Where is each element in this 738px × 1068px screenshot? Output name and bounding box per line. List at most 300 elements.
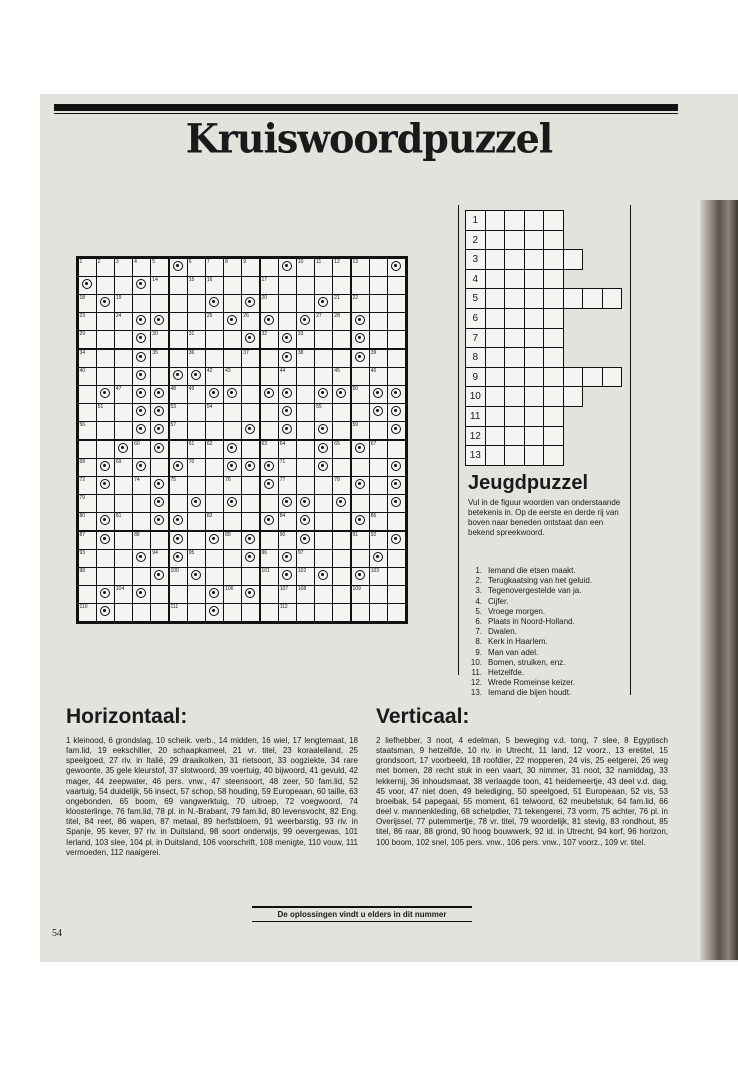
target-block-icon xyxy=(136,461,146,471)
grid-cell xyxy=(188,350,205,367)
cell-number: 59 xyxy=(352,422,359,429)
cell-number: 6 xyxy=(188,258,192,265)
youth-clue xyxy=(468,668,633,678)
grid-cell xyxy=(79,513,96,530)
target-block-icon xyxy=(209,297,219,307)
youth-grid-cell xyxy=(504,308,525,329)
grid-cell xyxy=(224,568,241,585)
grid-cell xyxy=(297,568,314,585)
target-block-icon xyxy=(245,534,255,544)
target-block-icon xyxy=(282,388,292,398)
grid-cell xyxy=(170,259,187,276)
grid-cell xyxy=(224,513,241,530)
cell-number: 32 xyxy=(261,331,268,338)
grid-cell xyxy=(206,404,223,421)
cell-number: 64 xyxy=(279,440,286,447)
grid-cell xyxy=(352,368,369,385)
grid-cell xyxy=(333,495,350,512)
grid-cell xyxy=(279,586,296,603)
footer-rule-top xyxy=(252,906,472,908)
grid-cell xyxy=(242,459,259,476)
grid-cell xyxy=(224,277,241,294)
page-number: 54 xyxy=(52,928,62,939)
cell-number: 8 xyxy=(225,258,228,265)
cell-number: 103 xyxy=(370,567,380,574)
target-block-icon xyxy=(136,588,146,598)
grid-cell xyxy=(115,313,132,330)
grid-cell xyxy=(133,441,150,458)
grid-cell xyxy=(170,313,187,330)
target-block-icon xyxy=(355,352,365,362)
grid-cell xyxy=(133,459,150,476)
grid-cell xyxy=(279,404,296,421)
cell-number: 14 xyxy=(152,276,158,283)
grid-cell xyxy=(333,422,350,439)
grid-cell xyxy=(297,386,314,403)
grid-cell xyxy=(333,604,350,621)
grid-cell xyxy=(97,277,114,294)
cell-number: 98 xyxy=(79,567,86,574)
youth-grid-cell xyxy=(524,426,545,447)
cell-number: 107 xyxy=(279,586,289,593)
cell-number: 92 xyxy=(370,531,377,538)
grid-cell xyxy=(352,295,369,312)
youth-grid-cell xyxy=(543,288,564,309)
youth-grid-cell xyxy=(504,445,525,466)
cell-number: 77 xyxy=(279,476,286,483)
grid-cell xyxy=(261,277,278,294)
grid-cell xyxy=(315,313,332,330)
grid-cell xyxy=(261,259,278,276)
grid-cell xyxy=(170,513,187,530)
grid-cell xyxy=(79,331,96,348)
youth-clue-text: Hetzelfde. xyxy=(488,668,525,678)
grid-cell xyxy=(115,550,132,567)
youth-grid-cell xyxy=(543,269,564,290)
grid-cell xyxy=(151,368,168,385)
grid-cell xyxy=(315,586,332,603)
target-block-icon xyxy=(355,515,365,525)
grid-cell xyxy=(297,331,314,348)
grid-cell xyxy=(279,259,296,276)
grid-cell xyxy=(279,295,296,312)
cell-number: 35 xyxy=(152,349,158,356)
cell-number: 11 xyxy=(316,258,322,265)
youth-puzzle-clues xyxy=(468,566,633,699)
youth-grid-cell xyxy=(485,210,506,231)
grid-cell xyxy=(188,386,205,403)
grid-cell xyxy=(188,441,205,458)
youth-clue xyxy=(468,637,633,647)
grid-cell xyxy=(170,331,187,348)
grid-cell xyxy=(333,477,350,494)
youth-grid-cell xyxy=(543,328,564,349)
grid-cell xyxy=(315,331,332,348)
grid-cell xyxy=(188,313,205,330)
cell-number: 89 xyxy=(225,531,231,538)
grid-cell xyxy=(315,441,332,458)
youth-grid-cell xyxy=(543,386,564,407)
grid-cell xyxy=(79,550,96,567)
grid-cell xyxy=(206,604,223,621)
target-block-icon xyxy=(355,443,365,453)
target-block-icon xyxy=(300,315,310,325)
grid-cell xyxy=(388,350,405,367)
grid-cell xyxy=(133,422,150,439)
grid-cell xyxy=(115,350,132,367)
grid-cell xyxy=(133,368,150,385)
youth-clue xyxy=(468,597,633,607)
cell-number: 23 xyxy=(79,313,86,320)
grid-cell xyxy=(224,422,241,439)
target-block-icon xyxy=(336,497,346,507)
grid-cell xyxy=(333,513,350,530)
top-rule-thick xyxy=(54,104,678,111)
grid-cell xyxy=(279,513,296,530)
target-block-icon xyxy=(191,497,201,507)
grid-cell xyxy=(242,604,259,621)
youth-row-number: 2 xyxy=(465,230,486,251)
grid-cell xyxy=(151,331,168,348)
grid-cell xyxy=(206,313,223,330)
cell-number: 87 xyxy=(79,531,86,538)
cell-number: 100 xyxy=(170,567,179,574)
cell-number: 25 xyxy=(206,313,213,320)
target-block-icon xyxy=(82,279,92,289)
grid-cell xyxy=(97,495,114,512)
grid-cell xyxy=(224,350,241,367)
cell-number: 96 xyxy=(261,549,268,556)
grid-cell xyxy=(224,313,241,330)
grid-cell xyxy=(297,459,314,476)
cell-number: 10 xyxy=(297,258,304,265)
grid-cell xyxy=(206,495,223,512)
grid-cell xyxy=(115,259,132,276)
cell-number: 101 xyxy=(261,567,270,574)
cell-number: 26 xyxy=(243,313,249,320)
target-block-icon xyxy=(173,370,183,380)
grid-cell xyxy=(97,295,114,312)
grid-cell xyxy=(115,422,132,439)
youth-clue-number: 4. xyxy=(475,596,482,606)
column-divider xyxy=(458,205,459,675)
grid-cell xyxy=(133,331,150,348)
youth-grid-cell xyxy=(543,367,564,388)
grid-cell xyxy=(261,513,278,530)
grid-cell xyxy=(242,350,259,367)
youth-grid-cell xyxy=(524,445,545,466)
grid-cell xyxy=(315,513,332,530)
grid-cell xyxy=(261,495,278,512)
grid-cell xyxy=(333,331,350,348)
grid-cell xyxy=(188,532,205,549)
target-block-icon xyxy=(100,388,110,398)
cell-number: 86 xyxy=(370,513,377,520)
target-block-icon xyxy=(318,443,328,453)
youth-clue xyxy=(468,576,633,586)
cell-number: 95 xyxy=(188,549,195,556)
grid-cell xyxy=(242,422,259,439)
youth-grid-cell xyxy=(485,386,506,407)
grid-cell xyxy=(297,586,314,603)
youth-grid-cell xyxy=(504,406,525,427)
grid-cell xyxy=(352,313,369,330)
grid-cell xyxy=(297,277,314,294)
grid-cell xyxy=(151,277,168,294)
youth-clue xyxy=(468,607,633,617)
youth-grid-cell xyxy=(543,210,564,231)
cell-number: 65 xyxy=(334,440,340,447)
cell-number: 1 xyxy=(79,258,83,265)
target-block-icon xyxy=(355,333,365,343)
target-block-icon xyxy=(173,515,183,525)
youth-grid-cell xyxy=(524,328,545,349)
grid-cell xyxy=(370,513,387,530)
cell-number: 21 xyxy=(334,294,340,301)
cell-number: 19 xyxy=(115,294,122,301)
grid-cell xyxy=(151,459,168,476)
grid-cell xyxy=(224,495,241,512)
youth-row-number: 6 xyxy=(465,308,486,329)
grid-cell xyxy=(388,513,405,530)
target-block-icon xyxy=(282,424,292,434)
cell-number: 56 xyxy=(79,422,86,429)
target-block-icon xyxy=(282,406,292,416)
grid-cell xyxy=(97,441,114,458)
youth-puzzle-title: Jeugdpuzzel xyxy=(468,472,589,494)
grid-cell xyxy=(370,532,387,549)
grid-cell xyxy=(151,350,168,367)
target-block-icon xyxy=(227,443,237,453)
youth-clue-number: 13. xyxy=(470,688,482,698)
grid-cell xyxy=(79,295,96,312)
grid-cell xyxy=(170,550,187,567)
target-block-icon xyxy=(191,570,201,580)
cell-number: 29 xyxy=(79,331,86,338)
grid-cell xyxy=(279,459,296,476)
grid-cell xyxy=(97,586,114,603)
youth-grid-cell xyxy=(504,288,525,309)
cell-number: 88 xyxy=(134,531,140,538)
grid-cell xyxy=(151,295,168,312)
vertical-clues: 2 liefhebber, 3 noot, 4 edelman, 5 beweging v.d. tong, 7 slee, 8 Egyptisch staatsman, 9 hetzelfde, 10 riv. in Utrecht, 11 land, 12 voorz., 13 eretitel, 15 grondsoort, 17 voorbeeld, 18 roofdier, 22 mopperen, 24 vis, 25 eetgerei, 26 weg met bomen, 28 recht stuk in een vaart, 30 nimmer, 31 noot, 32 namiddag, 33 lekkernij, 36 inhoudsmaat, 38 verlaagde toon, 41 heidemeertje, 43 deel v.d. dag, 45 voor, 47 niet doen, 49 belediging, 50 speelgoed, 51 Europeaan, 52 vis, 53 broeibak, 54 papegaai, 55 moment, 61 telwoord, 62 meubelstuk, 64 fam.lid, 66 deel v. mannenkleding, 68 schelpdier, 71 tekengerei, 73 vorm, 75 achter, 76 pl. in Overijssel, 77 putemmertje, 78 vr. titel, 79 woordelijk, 81 stevig, 83 rondhout, 85 titel, 86 raar, 88 grond, 90 hoog bouwwerk, 92 id. in Utrecht, 94 korf, 96 horizon, 100 boom, 102 snel, 105 pers. vnw., 106 pers. vnw., 107 voorz., 109 vr. titel. xyxy=(376,736,668,847)
target-block-icon xyxy=(136,406,146,416)
target-block-icon xyxy=(282,261,292,271)
grid-cell xyxy=(115,604,132,621)
grid-cell xyxy=(261,568,278,585)
cell-number: 68 xyxy=(79,458,86,465)
youth-clue xyxy=(468,627,633,637)
grid-cell xyxy=(370,550,387,567)
target-block-icon xyxy=(373,552,383,562)
target-block-icon xyxy=(100,479,110,489)
cell-number: 81 xyxy=(115,513,122,520)
target-block-icon xyxy=(300,515,310,525)
youth-grid-cell xyxy=(485,406,506,427)
grid-cell xyxy=(188,604,205,621)
grid-cell xyxy=(170,532,187,549)
target-block-icon xyxy=(209,388,219,398)
youth-clue-text: Kerk in Haarlem. xyxy=(488,637,548,647)
target-block-icon xyxy=(245,424,255,434)
grid-cell xyxy=(151,477,168,494)
solutions-note: De oplossingen vindt u elders in dit nummer xyxy=(277,910,447,919)
grid-cell xyxy=(279,422,296,439)
grid-cell xyxy=(370,568,387,585)
target-block-icon xyxy=(264,461,274,471)
grid-cell xyxy=(352,404,369,421)
grid-cell xyxy=(261,477,278,494)
cell-number: 7 xyxy=(206,258,210,265)
cell-number: 40 xyxy=(79,367,86,374)
youth-clue-number: 7. xyxy=(475,627,482,637)
grid-cell xyxy=(352,331,369,348)
grid-cell xyxy=(315,550,332,567)
target-block-icon xyxy=(118,443,128,453)
cell-number: 84 xyxy=(279,513,286,520)
grid-cell xyxy=(206,532,223,549)
youth-clue-number: 3. xyxy=(475,586,482,596)
youth-row-number: 12 xyxy=(465,426,486,447)
grid-cell xyxy=(206,295,223,312)
grid-cell xyxy=(370,259,387,276)
youth-puzzle-intro: Vul in de figuur woorden van onderstaande betekenis in. Op de eerste en derde rij van boven naar beneden ontstaat dan een bekend spreekwoord. xyxy=(468,498,621,537)
youth-grid-cell xyxy=(485,445,506,466)
grid-cell xyxy=(242,513,259,530)
grid-cell xyxy=(388,277,405,294)
grid-cell xyxy=(388,532,405,549)
grid-cell xyxy=(242,568,259,585)
grid-cell xyxy=(133,295,150,312)
grid-cell xyxy=(97,404,114,421)
target-block-icon xyxy=(227,461,237,471)
youth-clue-number: 11. xyxy=(471,668,482,678)
grid-cell xyxy=(388,422,405,439)
grid-cell xyxy=(352,532,369,549)
grid-cell xyxy=(315,259,332,276)
grid-cell xyxy=(352,459,369,476)
target-block-icon xyxy=(391,424,401,434)
grid-cell xyxy=(97,386,114,403)
cell-number: 97 xyxy=(297,549,304,556)
grid-cell xyxy=(188,404,205,421)
grid-cell xyxy=(115,586,132,603)
grid-cell xyxy=(170,295,187,312)
youth-clue-text: Wrede Romeinse keizer. xyxy=(488,678,575,688)
youth-clue-text: Vroege morgen. xyxy=(488,606,546,616)
cell-number: 47 xyxy=(115,385,122,392)
grid-cell xyxy=(388,604,405,621)
grid-cell xyxy=(261,532,278,549)
youth-grid-cell xyxy=(504,328,525,349)
grid-cell xyxy=(188,331,205,348)
grid-cell xyxy=(297,350,314,367)
grid-cell xyxy=(188,295,205,312)
target-block-icon xyxy=(264,515,274,525)
cell-number: 49 xyxy=(188,385,195,392)
grid-cell xyxy=(242,331,259,348)
grid-cell xyxy=(315,459,332,476)
youth-clue-number: 5. xyxy=(475,606,482,616)
grid-cell xyxy=(206,368,223,385)
grid-cell xyxy=(97,477,114,494)
grid-cell xyxy=(224,368,241,385)
youth-grid-cell xyxy=(504,386,525,407)
grid-cell xyxy=(333,350,350,367)
grid-cell xyxy=(115,331,132,348)
grid-cell xyxy=(279,604,296,621)
grid-cell xyxy=(261,295,278,312)
cell-number: 80 xyxy=(79,513,86,520)
cell-number: 79 xyxy=(79,495,86,502)
cell-number: 15 xyxy=(188,276,195,283)
grid-cell xyxy=(370,404,387,421)
target-block-icon xyxy=(209,534,219,544)
cell-number: 70 xyxy=(188,458,195,465)
grid-cell xyxy=(79,404,96,421)
grid-cell xyxy=(79,313,96,330)
grid-cell xyxy=(170,441,187,458)
grid-cell xyxy=(151,441,168,458)
grid-cell xyxy=(370,604,387,621)
grid-cell xyxy=(97,259,114,276)
grid-cell xyxy=(333,568,350,585)
youth-grid-cell xyxy=(485,367,506,388)
target-block-icon xyxy=(136,315,146,325)
grid-cell xyxy=(370,459,387,476)
grid-cell xyxy=(370,386,387,403)
grid-cell xyxy=(206,277,223,294)
cell-number: 78 xyxy=(334,476,340,483)
grid-cell xyxy=(352,513,369,530)
cell-number: 112 xyxy=(279,604,288,611)
grid-cell xyxy=(388,441,405,458)
grid-cell xyxy=(151,313,168,330)
grid-cell xyxy=(170,386,187,403)
grid-cell xyxy=(97,313,114,330)
grid-cell xyxy=(206,568,223,585)
grid-cell xyxy=(97,568,114,585)
target-block-icon xyxy=(136,388,146,398)
youth-grid-cell xyxy=(524,288,545,309)
grid-cell xyxy=(370,441,387,458)
target-block-icon xyxy=(136,279,146,289)
target-block-icon xyxy=(282,497,292,507)
cell-number: 20 xyxy=(261,294,268,301)
grid-cell xyxy=(279,277,296,294)
youth-grid-cell xyxy=(582,367,603,388)
grid-cell xyxy=(206,550,223,567)
grid-cell xyxy=(115,368,132,385)
youth-grid-cell xyxy=(563,288,584,309)
grid-cell xyxy=(79,350,96,367)
cell-number: 9 xyxy=(243,258,247,265)
grid-cell xyxy=(388,495,405,512)
grid-cell xyxy=(188,459,205,476)
grid-cell xyxy=(297,422,314,439)
youth-grid-cell xyxy=(504,347,525,368)
grid-cell xyxy=(79,459,96,476)
grid-cell xyxy=(151,532,168,549)
cell-number: 108 xyxy=(297,586,307,593)
cell-number: 46 xyxy=(370,367,377,374)
grid-cell xyxy=(97,422,114,439)
grid-cell xyxy=(352,350,369,367)
cell-number: 34 xyxy=(79,349,86,356)
grid-cell xyxy=(315,368,332,385)
target-block-icon xyxy=(100,606,110,616)
youth-clue-text: Man van adel. xyxy=(488,647,539,657)
